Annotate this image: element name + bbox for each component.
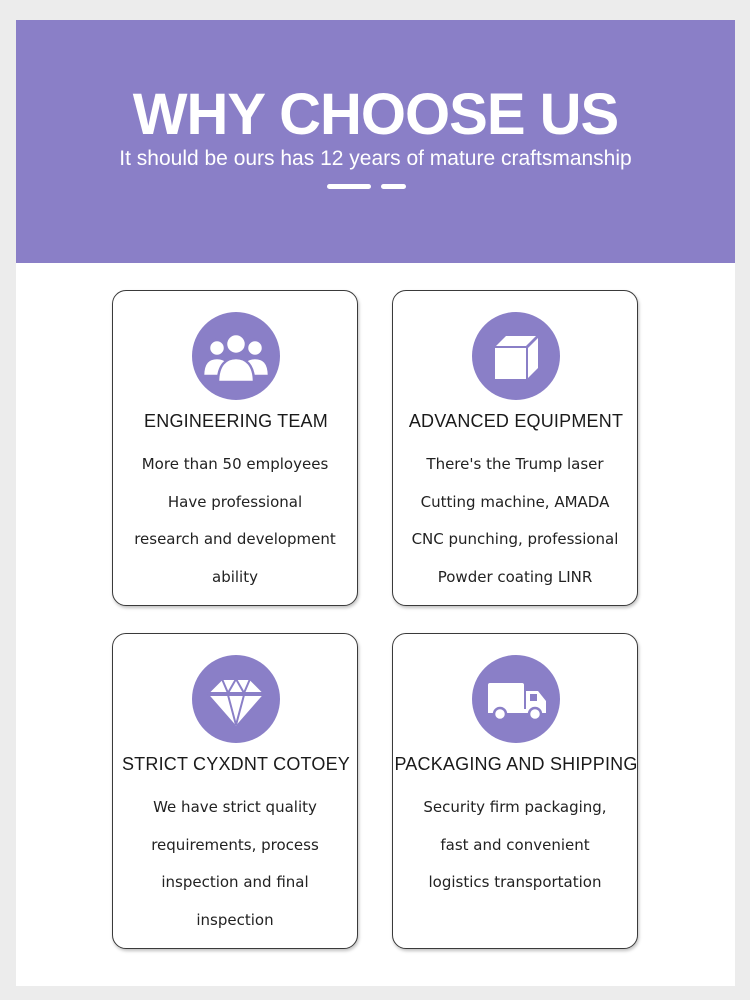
- feature-line: CNC punching, professional: [411, 530, 619, 548]
- feature-line: Powder coating LINR: [437, 567, 593, 586]
- feature-line: There's the Trump laser: [426, 455, 604, 473]
- feature-title: PACKAGING AND SHIPPING: [394, 754, 638, 774]
- diamond-icon: [192, 655, 280, 743]
- feature-line: inspection: [196, 910, 274, 929]
- feature-card-quality: [112, 633, 358, 949]
- feature-line: Security firm packaging,: [423, 798, 607, 816]
- decorative-dash: [381, 184, 406, 189]
- feature-title: ADVANCED EQUIPMENT: [408, 411, 624, 431]
- feature-description: [393, 795, 637, 908]
- truck-icon: [472, 655, 560, 743]
- feature-description: [113, 452, 357, 602]
- cube-icon: [472, 312, 560, 400]
- feature-title: STRICT CYXDNT COTOEY: [121, 754, 351, 774]
- feature-card-shipping: [392, 633, 638, 949]
- page: [16, 20, 735, 986]
- team-icon: [192, 312, 280, 400]
- feature-line: research and development: [134, 530, 336, 548]
- feature-line: Cutting machine, AMADA: [420, 492, 610, 511]
- feature-line: More than 50 employees: [141, 455, 329, 473]
- feature-line: Have professional: [167, 492, 303, 511]
- feature-title: ENGINEERING TEAM: [144, 411, 328, 431]
- feature-line: ability: [212, 567, 258, 586]
- decorative-dash: [327, 184, 371, 189]
- feature-line: logistics transportation: [428, 873, 602, 891]
- feature-line: We have strict quality: [153, 798, 317, 816]
- feature-line: requirements, process: [151, 835, 319, 854]
- feature-description: [113, 795, 357, 945]
- feature-card-engineering-team: [112, 290, 358, 606]
- page-title: WHY CHOOSE US: [132, 82, 619, 147]
- feature-line: inspection and final: [161, 873, 309, 891]
- feature-description: [393, 452, 637, 602]
- feature-line: fast and convenient: [440, 835, 590, 854]
- header-banner: [16, 20, 735, 263]
- feature-card-advanced-equipment: [392, 290, 638, 606]
- page-subtitle: It should be ours has 12 years of mature craftsmanship: [119, 147, 632, 170]
